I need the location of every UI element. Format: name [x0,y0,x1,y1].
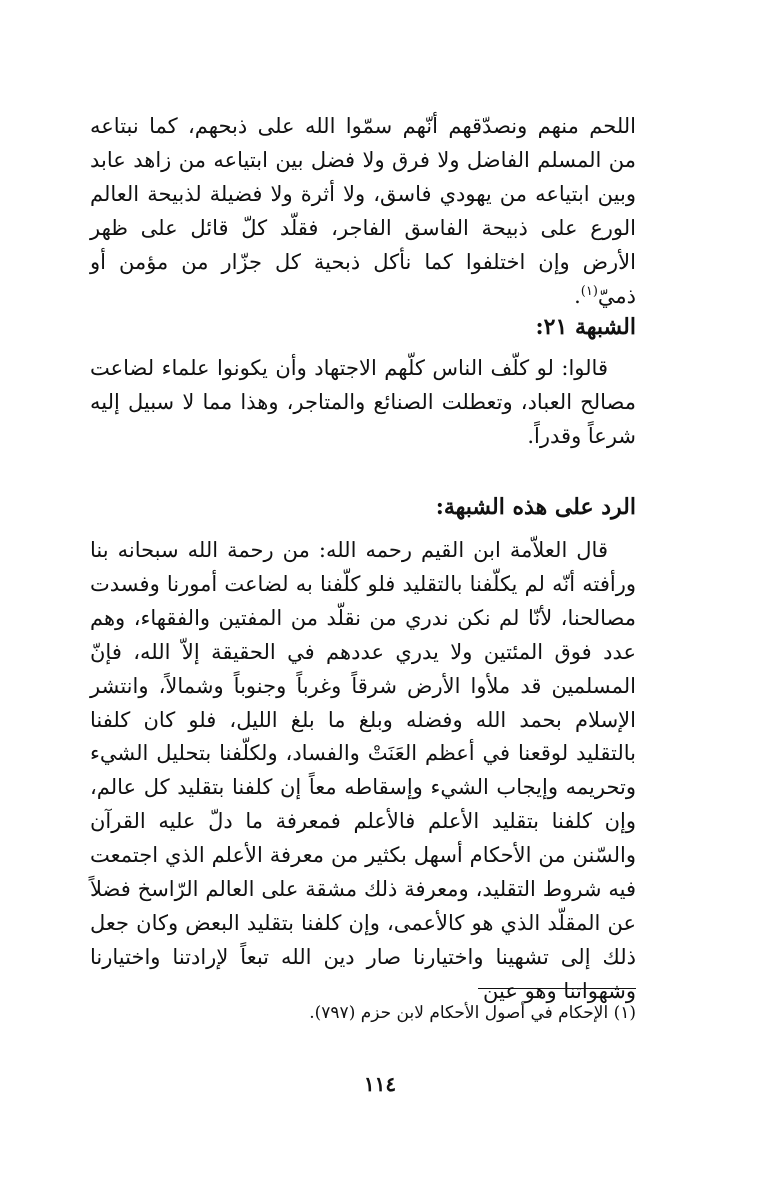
footnote: (١) الإحكام في أصول الأحكام لابن حزم (٧٩٧). [309,1003,636,1023]
paragraph-objection: قالوا: لو كلّف الناس كلّهم الاجتهاد وأن يكونوا علماء لضاعت مصالح العباد، وتعطلت الصنائع والمتاجر، وهذا مما لا سبيل إليه شرعاً وقدراً. [90,356,636,448]
paragraph-response: قال العلاّمة ابن القيم رحمه الله: من رحمة الله سبحانه بنا ورأفته أنّه لم يكلّفنا بالتقليد فلو كلّفنا به لضاعت أمورنا وفسدت مصالحنا، لأنّا لم نكن ندري من نقلّد من المفتين والفقهاء، وهم عدد فوق المئتين ولا يدري عددهم في الحقيقة إلاّ الله، فإنّ المسلمين قد ملأوا الأرض شرقاً وغرباً وجنوباً وشمالاً، وانتشر الإسلام بحمد الله وفضله وبلغ ما بلغ الليل، فلو كان كلفنا بالتقليد لوقعنا في أعظم العَنَتْ والفساد، ولكلّفنا بتحليل الشيء وتحريمه وإيجاب الشيء وإسقاطه معاً إن كلفنا بتقليد كل عالم، وإن كلفنا بتقليد الأعلم فالأعلم فمعرفة ما دلّ عليه القرآن والسّنن من الأحكام أسهل بكثير من معرفة الأعلم الذي اجتمعت فيه شروط التقليد، ومعرفة ذلك مشقة على العالم الرّاسخ فضلاً عن المقلّد الذي هو كالأعمى، وإن كلفنا بتقليد البعض وكان جعل ذلك إلى تشهينا واختيارنا صار دين الله تبعاً لإرادتنا واختيارنا وشهواتنا وهو عين [90,538,636,1003]
footnote-separator [478,988,636,989]
paragraph-end-mark: . [574,283,581,308]
section-heading-shubha-21: الشبهة ٢١: [535,314,636,340]
paragraph-text: اللحم منهم ونصدّقهم أنّهم سمّوا الله على ذبحهم، كما نبتاعه من المسلم الفاضل ولا فرق ولا فضل بين ابتياعه من زاهد عابد وبين ابتياعه من يهودي فاسق، ولا أثرة ولا فضيلة لذبيحة العالم الورع على ذبيحة الفاسق الفاجر، فقلّد كلّ قائل على ظهر الأرض وإن اختلفوا كما نأكل ذبحية كل جزّار من مؤمن أو ذميّ [90,114,636,308]
footnote-reference: (١) [580,283,598,299]
page-number: ١١٤ [363,1072,397,1096]
section-heading-response: الرد على هذه الشبهة: [435,494,636,520]
paragraph-continuation [90,110,636,313]
